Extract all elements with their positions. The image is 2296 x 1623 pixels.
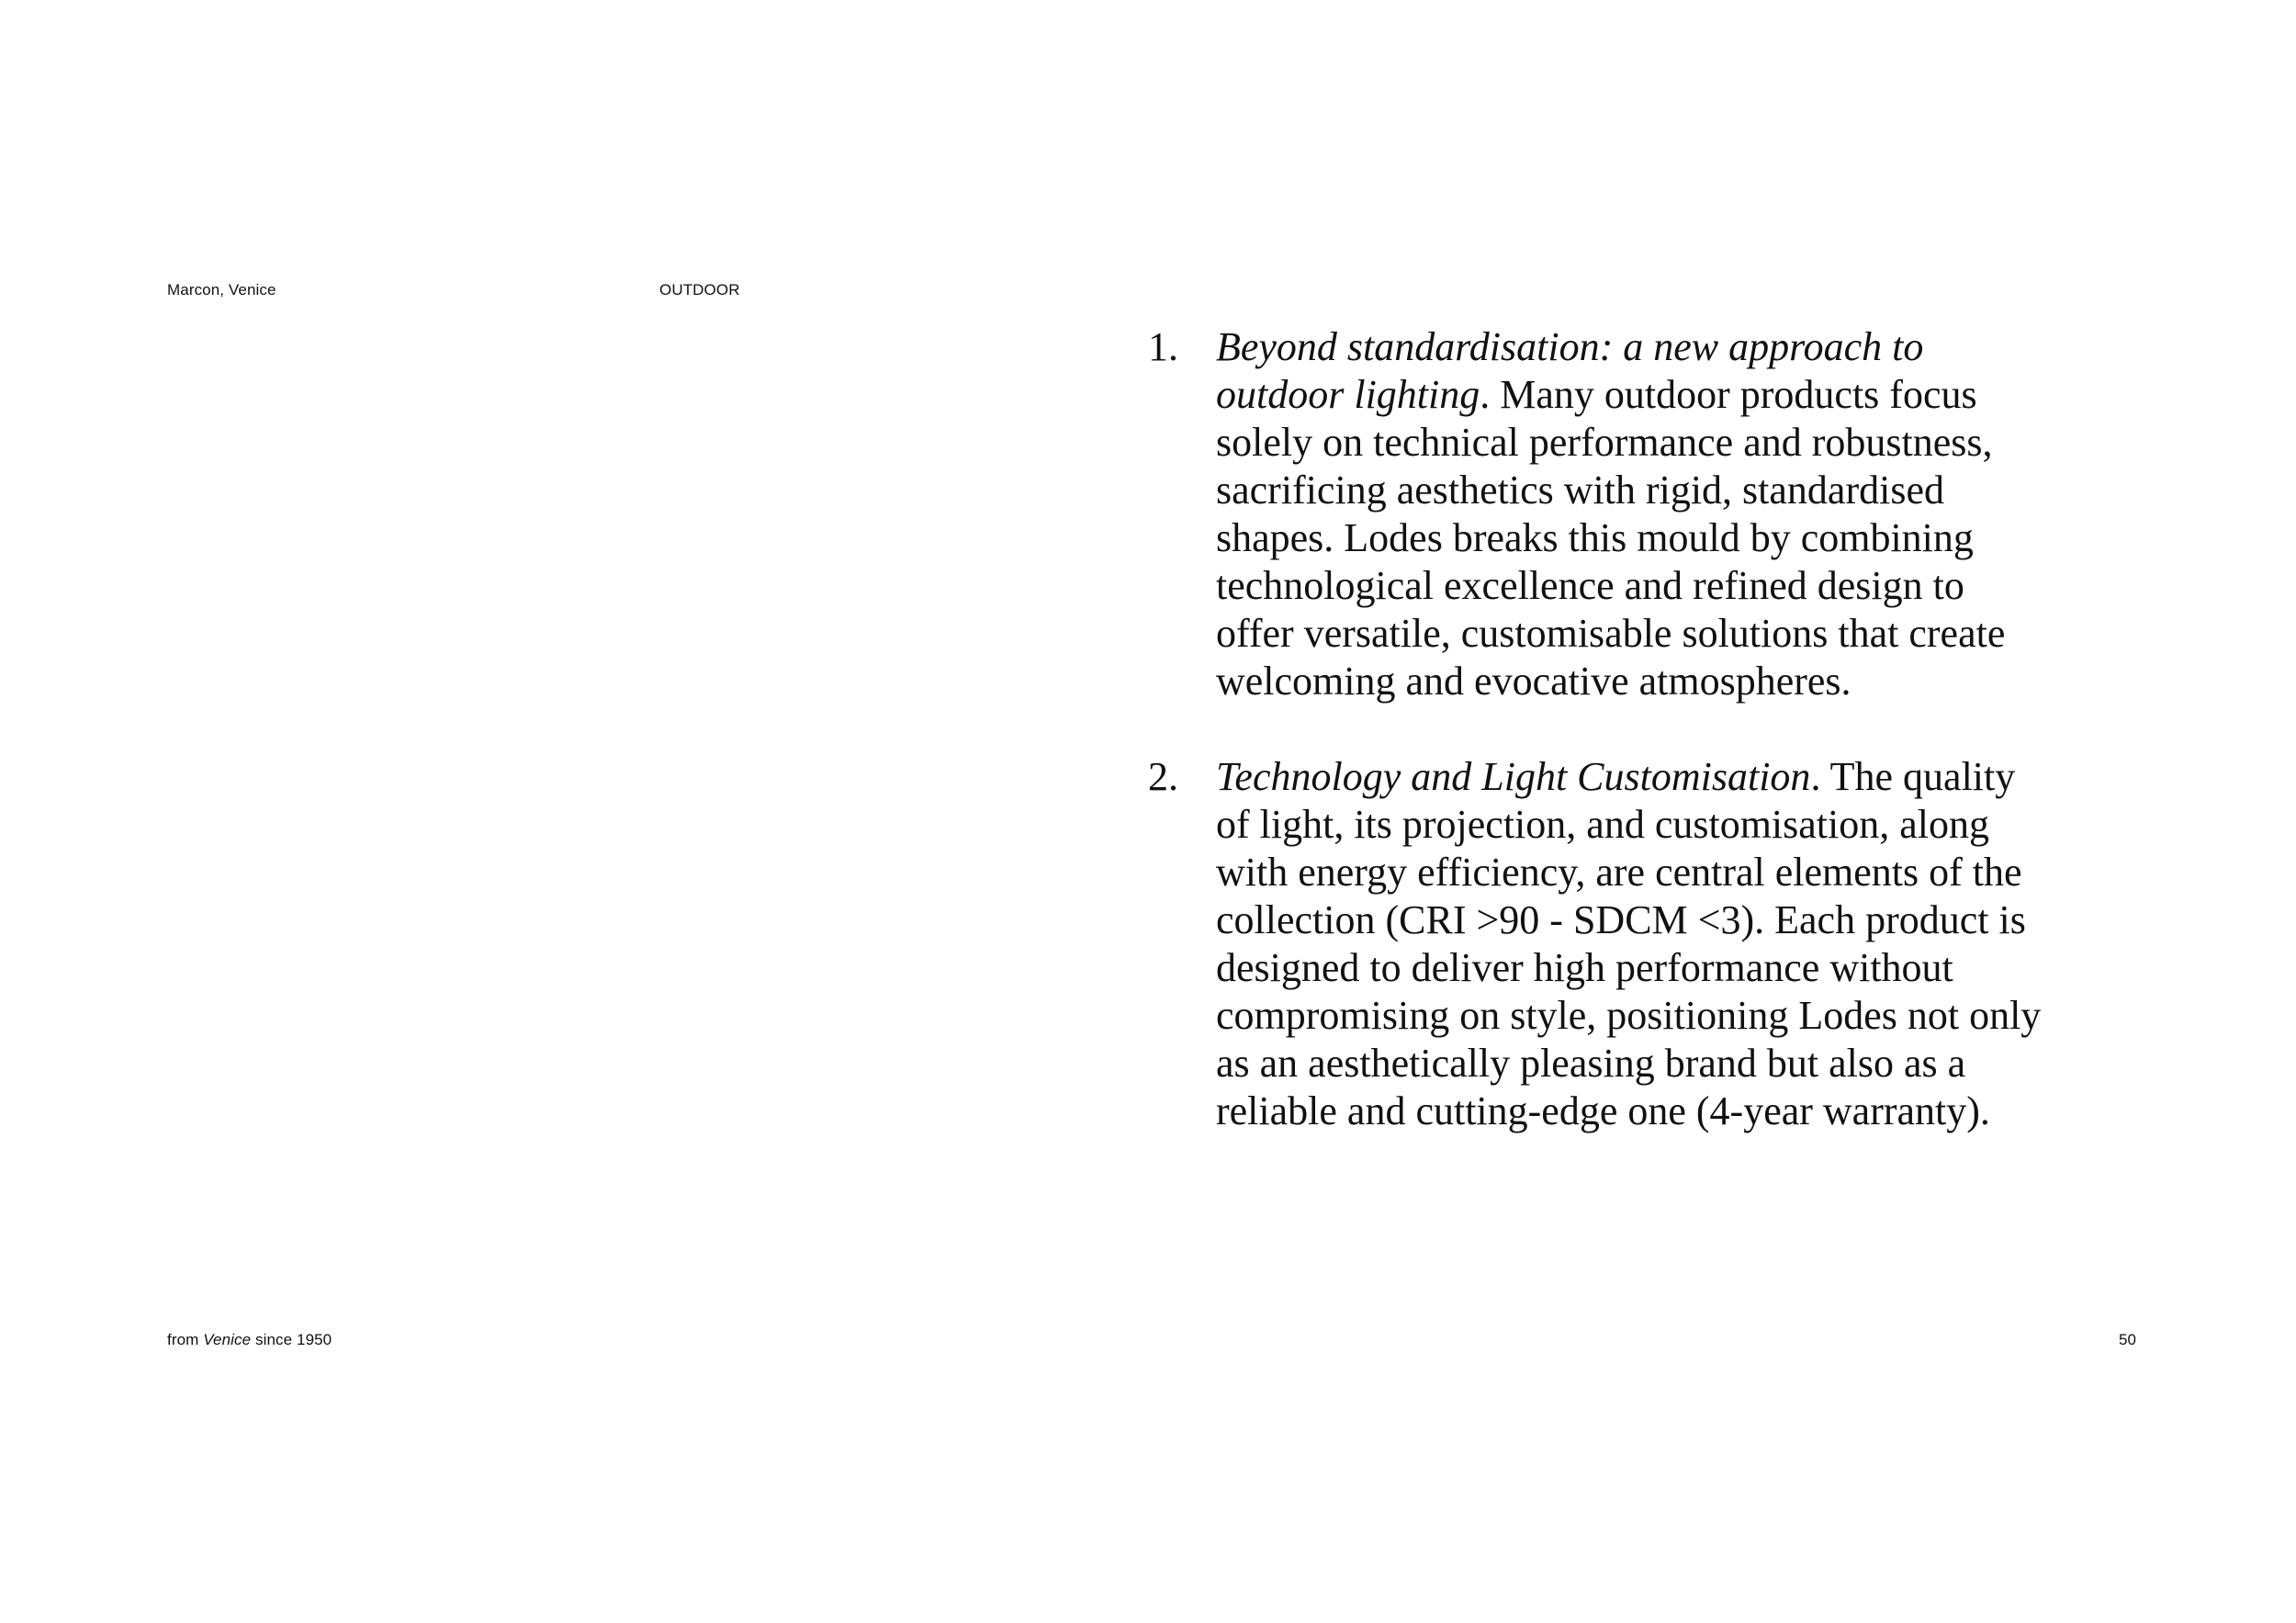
italic-heading: Technology and Light Customisation bbox=[1216, 754, 1811, 799]
text-line bbox=[1216, 514, 2181, 562]
italic-heading: outdoor lighting bbox=[1216, 372, 1480, 417]
list-item bbox=[1148, 753, 2181, 1135]
list-item-text bbox=[1216, 323, 2181, 705]
list-item-text bbox=[1216, 753, 2181, 1135]
list-item-number: 2. bbox=[1148, 754, 1178, 799]
text-line bbox=[1216, 849, 2181, 896]
line-text: of light, its projection, and customisation, along bbox=[1216, 802, 1989, 847]
footer-tagline-suffix: since 1950 bbox=[251, 1331, 332, 1348]
text-line bbox=[1216, 658, 2181, 705]
text-line bbox=[1216, 992, 2181, 1040]
line-text: designed to deliver high performance without bbox=[1216, 945, 1953, 990]
header-location: Marcon, Venice bbox=[167, 281, 276, 299]
line-text: shapes. Lodes breaks this mould by combining bbox=[1216, 515, 1974, 560]
text-line bbox=[1216, 944, 2181, 992]
text-line bbox=[1216, 1040, 2181, 1088]
italic-heading: Beyond standardisation: a new approach to bbox=[1216, 324, 1924, 369]
text-line bbox=[1216, 801, 2181, 849]
list-item bbox=[1148, 323, 2181, 705]
line-text: compromising on style, positioning Lodes not only bbox=[1216, 993, 2042, 1038]
line-text: with energy efficiency, are central elements of the bbox=[1216, 850, 2022, 895]
text-line bbox=[1216, 467, 2181, 514]
line-text: as an aesthetically pleasing brand but also as a bbox=[1216, 1041, 1966, 1086]
text-line bbox=[1216, 419, 2181, 467]
text-line bbox=[1216, 323, 2181, 371]
line-text: . Many outdoor products focus bbox=[1480, 372, 1977, 417]
line-text: solely on technical performance and robustness, bbox=[1216, 420, 1993, 465]
line-text: collection (CRI >90 - SDCM <3). Each product is bbox=[1216, 897, 2026, 942]
line-text: technological excellence and refined design to bbox=[1216, 563, 1964, 608]
footer-tagline bbox=[167, 1331, 332, 1349]
list-item-number: 1. bbox=[1148, 324, 1178, 369]
text-line bbox=[1216, 562, 2181, 610]
line-text: reliable and cutting-edge one (4-year warranty). bbox=[1216, 1088, 1990, 1133]
line-text: . The quality bbox=[1810, 754, 2016, 799]
footer-tagline-city: Venice bbox=[203, 1331, 252, 1348]
header-section-title: OUTDOOR bbox=[659, 281, 740, 299]
text-line bbox=[1216, 1088, 2181, 1135]
page-number: 50 bbox=[2119, 1331, 2137, 1348]
text-line bbox=[1216, 896, 2181, 944]
numbered-list bbox=[1148, 323, 2181, 1135]
footer-tagline-prefix: from bbox=[167, 1331, 204, 1348]
line-text: welcoming and evocative atmospheres. bbox=[1216, 659, 1851, 704]
text-line bbox=[1216, 371, 2181, 419]
text-line bbox=[1216, 753, 2181, 801]
line-text: offer versatile, customisable solutions that create bbox=[1216, 611, 2006, 656]
line-text: sacrificing aesthetics with rigid, standardised bbox=[1216, 468, 1944, 513]
text-line bbox=[1216, 610, 2181, 658]
